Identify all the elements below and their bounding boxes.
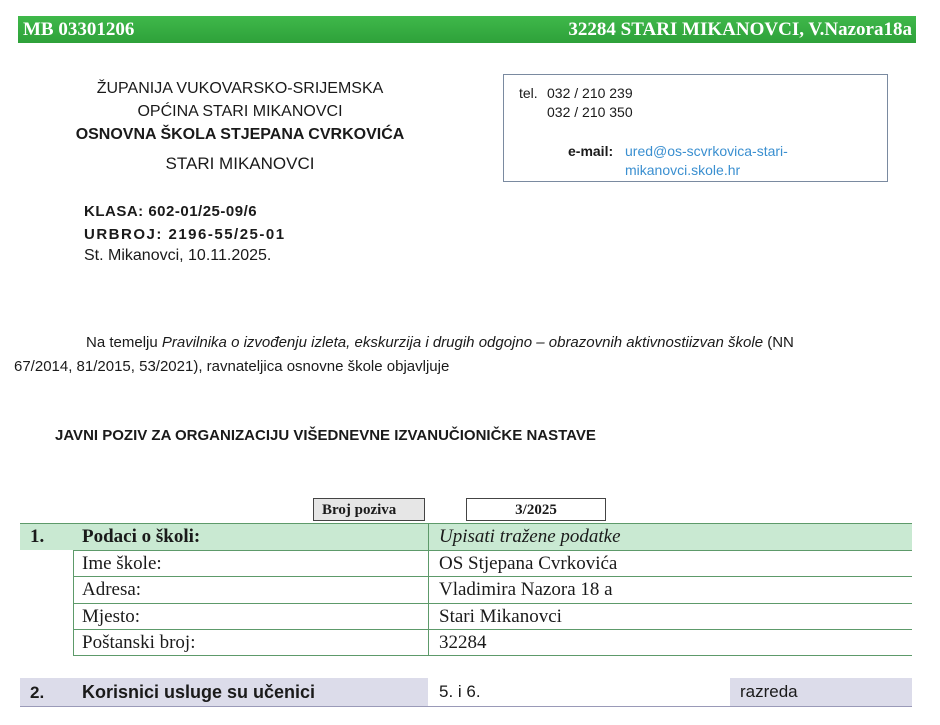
document-title: JAVNI POZIV ZA ORGANIZACIJU VIŠEDNEVNE IZVANUČIONIČKE NASTAVE bbox=[55, 427, 596, 444]
letterhead-county: ŽUPANIJA VUKOVARSKO-SRIJEMSKA bbox=[96, 80, 384, 97]
letterhead-municipality: OPĆINA STARI MIKANOVCI bbox=[137, 103, 343, 120]
intro-prefix: Na temelju bbox=[86, 334, 162, 351]
section-2-suffix: razreda bbox=[740, 682, 798, 701]
section-2-bottom-border bbox=[20, 706, 912, 707]
email-line-1[interactable]: ured@os-scvrkovica-stari- bbox=[625, 143, 788, 159]
tel-number-2: 032 / 210 350 bbox=[547, 104, 633, 120]
postal-code-label: Poštanski broj: bbox=[82, 632, 196, 653]
row-border bbox=[73, 550, 912, 551]
email-label: e-mail: bbox=[568, 143, 614, 159]
section-2-heading: Korisnici usluge su učenici bbox=[82, 682, 316, 702]
row-border bbox=[73, 655, 912, 656]
document-date: St. Mikanovci, 10.11.2025. bbox=[84, 247, 272, 264]
klasa: KLASA: 602-01/25-09/6 bbox=[84, 203, 258, 220]
tel-label: tel. bbox=[519, 85, 538, 101]
address-value: Vladimira Nazora 18 a bbox=[439, 579, 613, 600]
intro-line-2: 67/2014, 81/2015, 53/2021), ravnateljica osnovne škole objavljuje bbox=[14, 358, 450, 375]
intro-suffix: (NN bbox=[763, 334, 794, 351]
postal-code-value: 32284 bbox=[439, 632, 487, 653]
tel-number-1: 032 / 210 239 bbox=[547, 85, 633, 101]
broj-poziva-value: 3/2025 bbox=[466, 498, 606, 521]
intro-line-1 bbox=[86, 334, 936, 351]
section-1-heading: Podaci o školi: bbox=[82, 526, 201, 547]
section-2-value: 5. i 6. bbox=[439, 682, 481, 701]
place-value: Stari Mikanovci bbox=[439, 606, 562, 627]
row-border bbox=[73, 629, 912, 630]
row-border bbox=[73, 603, 912, 604]
email-line-2[interactable]: mikanovci.skole.hr bbox=[625, 162, 741, 178]
table-top-border bbox=[20, 523, 912, 524]
school-name-value: OS Stjepana Cvrkovića bbox=[439, 553, 618, 574]
letterhead-school: OSNOVNA ŠKOLA STJEPANA CVRKOVIĆA bbox=[75, 126, 405, 143]
section-1-hint: Upisati tražene podatke bbox=[439, 526, 621, 547]
contact-box bbox=[503, 74, 888, 182]
header-mb: MB 03301206 bbox=[23, 19, 135, 40]
header-bar bbox=[18, 16, 916, 43]
school-name-label: Ime škole: bbox=[82, 553, 162, 574]
letterhead-town: STARI MIKANOVCI bbox=[165, 154, 315, 173]
column-divider-middle bbox=[428, 524, 429, 656]
section-2-number: 2. bbox=[30, 683, 45, 702]
section-1-number: 1. bbox=[30, 526, 45, 547]
place-label: Mjesto: bbox=[82, 606, 141, 627]
broj-poziva-label: Broj poziva bbox=[313, 498, 425, 521]
intro-regulation: Pravilnika o izvođenju izleta, ekskurzija i drugih odgojno – obrazovnih aktivnostiizvan škole bbox=[161, 334, 764, 351]
urbroj: URBROJ: 2196-55/25-01 bbox=[84, 226, 286, 243]
row-border bbox=[73, 576, 912, 577]
address-label: Adresa: bbox=[82, 579, 142, 600]
header-address: 32284 STARI MIKANOVCI, V.Nazora18a bbox=[568, 19, 912, 40]
